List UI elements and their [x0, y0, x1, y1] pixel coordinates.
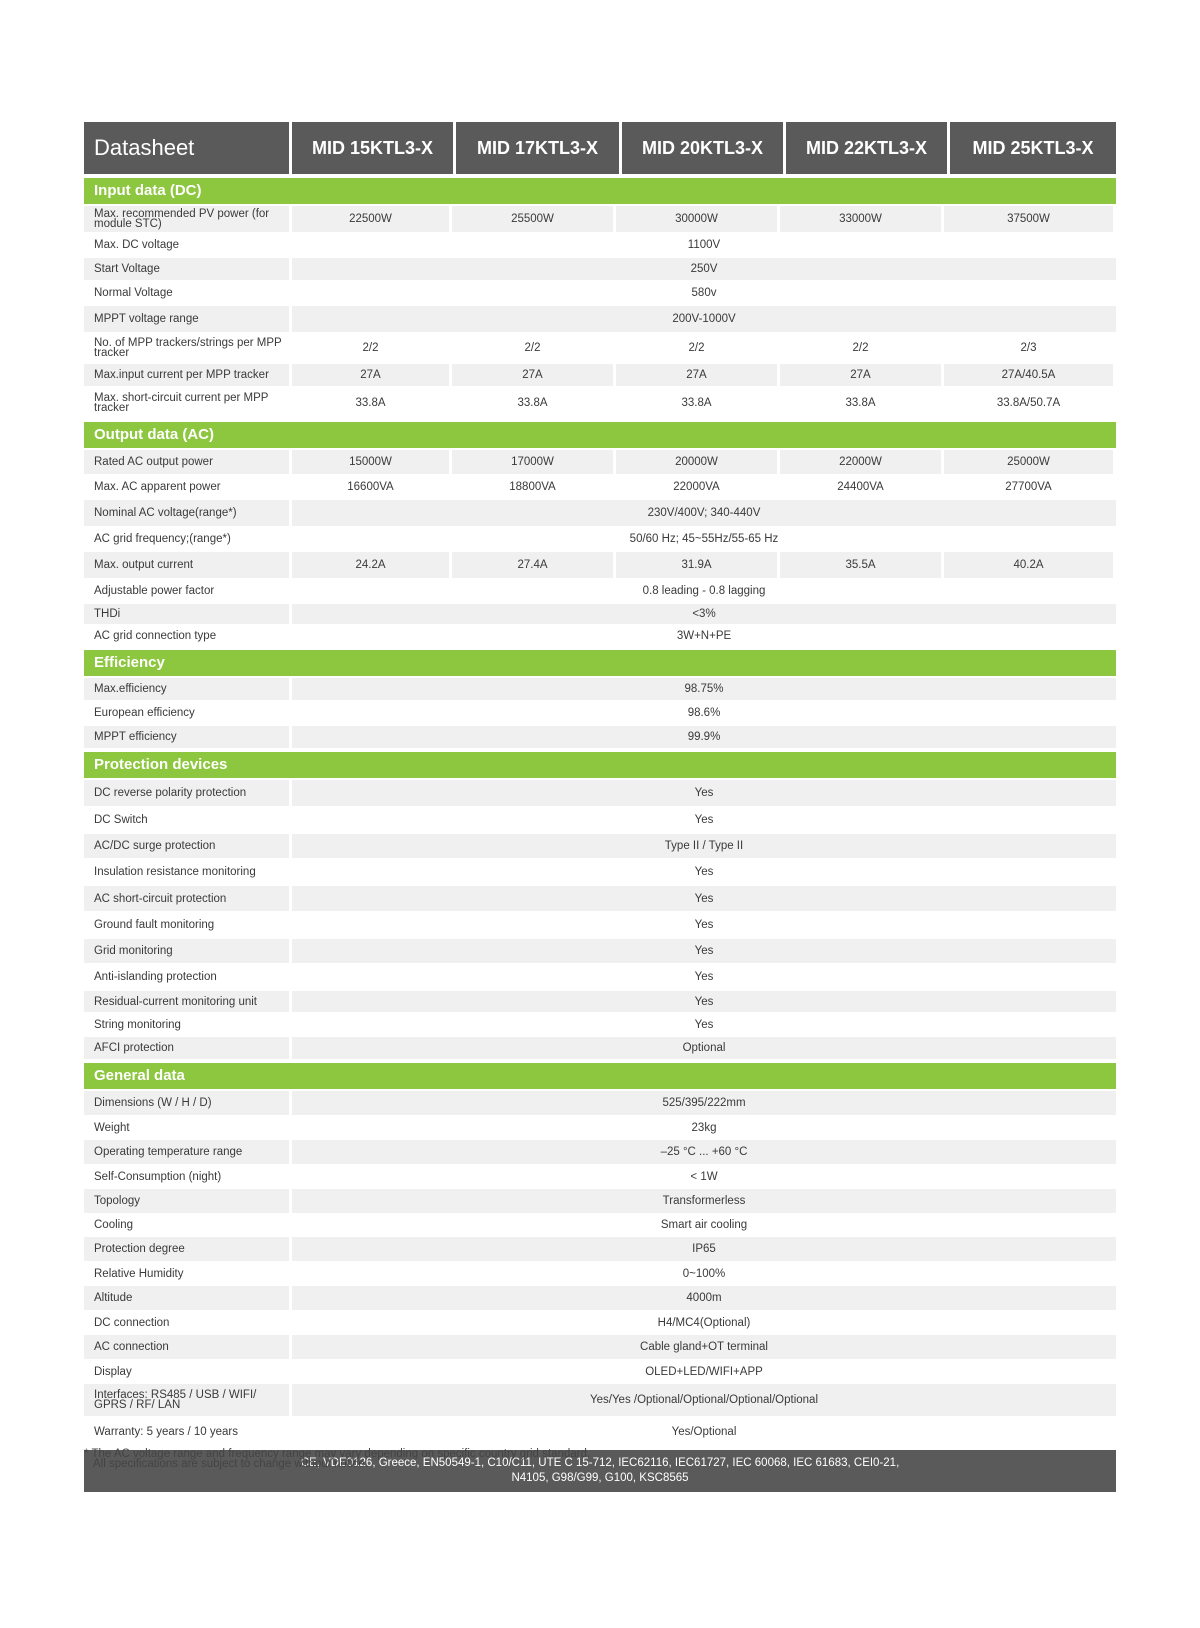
model-header: MID 22KTL3-X: [786, 122, 950, 174]
row-value: 18800VA: [452, 476, 616, 498]
section-header: Input data (DC): [84, 178, 1116, 204]
section-header: General data: [84, 1063, 1116, 1089]
row-value: 3W+N+PE: [676, 630, 732, 642]
row-value: 33.8A: [780, 388, 944, 418]
model-header: MID 17KTL3-X: [456, 122, 622, 174]
row-label: Max. DC voltage: [84, 234, 292, 256]
table-row: [84, 1333, 1116, 1359]
row-label: Insulation resistance monitoring: [84, 860, 292, 884]
row-value: 27700VA: [1005, 481, 1052, 493]
table-row: [84, 256, 1116, 280]
row-value: 2/2: [616, 334, 780, 362]
row-value: 25500W: [452, 206, 616, 232]
table-row: [84, 304, 1116, 332]
row-value: 25000W: [944, 450, 1113, 474]
table-row: [84, 937, 1116, 963]
row-value: 2/2: [452, 334, 616, 362]
datasheet-title: Datasheet: [84, 122, 292, 174]
table-row: [84, 858, 1116, 884]
table-row: [84, 550, 1116, 578]
footnote-grid-standard: * The AC voltage range and frequency range may vary depending on specific country grid standard.: [84, 1448, 591, 1460]
row-value: Type II / Type II: [292, 834, 1116, 858]
row-label: Cooling: [84, 1215, 292, 1235]
row-value: 0.8 leading - 0.8 lagging: [642, 585, 766, 597]
row-label: DC connection: [84, 1312, 292, 1333]
table-row: [84, 1187, 1116, 1213]
row-value: 33.8A: [292, 388, 452, 418]
table-row: [84, 1035, 1116, 1059]
table-row: [84, 602, 1116, 624]
row-value: 22000VA: [616, 476, 780, 498]
row-label: Warranty: 5 years / 10 years: [84, 1418, 292, 1446]
table-row: [84, 1382, 1116, 1416]
table-row: [84, 578, 1116, 602]
row-value: 30000W: [616, 206, 780, 232]
row-label: AC short-circuit protection: [84, 886, 292, 911]
row-value: 580v: [691, 287, 717, 299]
model-header: MID 25KTL3-X: [950, 122, 1116, 174]
row-value: <3%: [292, 604, 1116, 624]
row-value: 99.9%: [292, 726, 1116, 748]
row-value: Smart air cooling: [660, 1219, 748, 1231]
row-label: MPPT efficiency: [84, 726, 292, 748]
table-row: [84, 989, 1116, 1012]
table-row: [84, 832, 1116, 858]
row-label: Max. AC apparent power: [84, 476, 292, 498]
row-label: Altitude: [84, 1286, 292, 1310]
row-value: 15000W: [292, 450, 452, 474]
row-label: Max.efficiency: [84, 678, 292, 700]
row-value: 24.2A: [292, 552, 452, 578]
row-value: 2/3: [1020, 342, 1037, 354]
row-value: 0~100%: [682, 1267, 726, 1280]
section-header: Output data (AC): [84, 422, 1116, 448]
table-row: [84, 498, 1116, 526]
row-value: 23kg: [691, 1121, 717, 1134]
table-row: [84, 806, 1116, 832]
row-value: 37500W: [944, 206, 1113, 232]
table-row: [84, 1284, 1116, 1310]
table-row: [84, 724, 1116, 748]
row-value: Yes: [694, 814, 714, 826]
row-value: Yes: [694, 866, 714, 878]
row-value: 230V/400V; 340-440V: [292, 500, 1116, 526]
table-row: [84, 448, 1116, 474]
row-label: AC connection: [84, 1335, 292, 1359]
table-row: [84, 474, 1116, 498]
row-label: Display: [84, 1361, 292, 1382]
row-label: European efficiency: [84, 702, 292, 724]
model-header: MID 20KTL3-X: [622, 122, 786, 174]
row-value: 98.6%: [687, 707, 721, 719]
row-label: Dimensions (W / H / D): [84, 1091, 292, 1115]
row-label: AC/DC surge protection: [84, 834, 292, 858]
table-row: [84, 386, 1116, 418]
row-label: Self-Consumption (night): [84, 1166, 292, 1187]
row-label: Anti-islanding protection: [84, 965, 292, 989]
section-header: Efficiency: [84, 650, 1116, 676]
table-row: [84, 624, 1116, 646]
row-label: Operating temperature range: [84, 1140, 292, 1164]
row-value: Yes: [292, 886, 1116, 911]
row-value: 24400VA: [780, 476, 944, 498]
table-row: [84, 1138, 1116, 1164]
row-value: 250V: [292, 258, 1116, 280]
row-label: Max. short-circuit current per MPP tracker: [84, 388, 292, 418]
row-label: DC Switch: [84, 808, 292, 832]
row-value: Yes: [292, 991, 1116, 1012]
table-row: [84, 700, 1116, 724]
row-value: 16600VA: [292, 476, 452, 498]
row-value: 50/60 Hz; 45~55Hz/55-65 Hz: [629, 533, 779, 545]
row-label: AFCI protection: [84, 1037, 292, 1059]
row-value: Yes: [694, 919, 714, 931]
row-value: 31.9A: [616, 552, 780, 578]
table-body: [84, 178, 1116, 1446]
row-value: 22500W: [292, 206, 452, 232]
row-value: 27A: [452, 364, 616, 386]
row-value: 1100V: [687, 239, 721, 251]
certifications-bar: CE, VDE0126, Greece, EN50549-1, C10/C11, UTE C 15-712, IEC62116, IEC61727, IEC 60068, IEC 61683, CEI0-21, N4105, G98/G99, G100, KSC8565: [84, 1450, 1116, 1492]
row-value: 22000W: [780, 450, 944, 474]
row-value: –25 °C ... +60 °C: [292, 1140, 1116, 1164]
row-label: Adjustable power factor: [84, 580, 292, 602]
row-value: 27.4A: [452, 552, 616, 578]
row-value: Yes: [694, 971, 714, 983]
table-row: [84, 1164, 1116, 1187]
table-row: [84, 526, 1116, 550]
row-label: Normal Voltage: [84, 282, 292, 304]
row-value: Yes: [292, 939, 1116, 963]
row-label: Grid monitoring: [84, 939, 292, 963]
row-label: Residual-current monitoring unit: [84, 991, 292, 1012]
table-row: [84, 884, 1116, 911]
table-row: [84, 204, 1116, 232]
table-row: [84, 676, 1116, 700]
table-row: [84, 1089, 1116, 1115]
row-value: Optional: [292, 1037, 1116, 1059]
table-row: [84, 362, 1116, 386]
row-value: Yes/Optional: [671, 1426, 737, 1438]
row-label: Nominal AC voltage(range*): [84, 500, 292, 526]
table-row: [84, 1115, 1116, 1138]
row-value: 27A: [292, 364, 452, 386]
row-value: 40.2A: [944, 552, 1113, 578]
row-label: Max.input current per MPP tracker: [84, 364, 292, 386]
table-row: [84, 332, 1116, 362]
table-row: [84, 280, 1116, 304]
row-value: Yes/Yes /Optional/Optional/Optional/Optional: [292, 1384, 1116, 1416]
table-row: [84, 1416, 1116, 1446]
datasheet-table: [84, 122, 1116, 1492]
table-row: [84, 232, 1116, 256]
row-label: Protection degree: [84, 1237, 292, 1261]
row-value: 2/2: [780, 334, 944, 362]
table-row: [84, 1235, 1116, 1261]
table-row: [84, 778, 1116, 806]
row-label: Topology: [84, 1189, 292, 1213]
row-label: Start Voltage: [84, 258, 292, 280]
row-label: DC reverse polarity protection: [84, 780, 292, 806]
footnotes: [84, 1449, 590, 1469]
row-label: Max. output current: [84, 552, 292, 578]
table-row: [84, 963, 1116, 989]
row-value: 33000W: [780, 206, 944, 232]
row-label: Weight: [84, 1117, 292, 1138]
row-label: Rated AC output power: [84, 450, 292, 474]
row-value: 33.8A: [452, 388, 616, 418]
row-label: Relative Humidity: [84, 1263, 292, 1284]
footnote-specs-change: All specifications are subject to change without notice.: [93, 1458, 368, 1470]
row-value: IP65: [292, 1237, 1116, 1261]
row-value: 27A: [780, 364, 944, 386]
row-value: 17000W: [452, 450, 616, 474]
row-label: THDi: [84, 604, 292, 624]
row-value: 2/2: [292, 334, 452, 362]
row-label: AC grid frequency;(range*): [84, 528, 292, 550]
row-value: Yes: [694, 1018, 714, 1031]
row-label: Max. recommended PV power (for module STC): [84, 206, 292, 232]
row-value: 20000W: [616, 450, 780, 474]
row-value: 33.8A/50.7A: [996, 397, 1061, 409]
table-header: [84, 122, 1116, 174]
row-value: 35.5A: [780, 552, 944, 578]
row-label: MPPT voltage range: [84, 306, 292, 332]
table-row: [84, 1310, 1116, 1333]
row-value: 200V-1000V: [292, 306, 1116, 332]
row-value: 27A: [616, 364, 780, 386]
row-value: < 1W: [690, 1170, 718, 1183]
table-row: [84, 911, 1116, 937]
row-value: 4000m: [292, 1286, 1116, 1310]
model-header: MID 15KTL3-X: [292, 122, 456, 174]
section-header: Protection devices: [84, 752, 1116, 778]
row-label: String monitoring: [84, 1014, 292, 1035]
table-row: [84, 1359, 1116, 1382]
row-label: Interfaces: RS485 / USB / WIFI/ GPRS / RF/ LAN: [84, 1384, 292, 1416]
row-value: H4/MC4(Optional): [657, 1316, 751, 1329]
row-value: Transformerless: [292, 1189, 1116, 1213]
row-value: OLED+LED/WIFI+APP: [645, 1365, 763, 1378]
row-value: Yes: [292, 780, 1116, 806]
table-row: [84, 1261, 1116, 1284]
row-label: AC grid connection type: [84, 626, 292, 646]
table-row: [84, 1012, 1116, 1035]
row-value: 525/395/222mm: [292, 1091, 1116, 1115]
table-row: [84, 1213, 1116, 1235]
row-label: No. of MPP trackers/strings per MPP tracker: [84, 334, 292, 362]
row-value: 27A/40.5A: [944, 364, 1113, 386]
row-value: Cable gland+OT terminal: [292, 1335, 1116, 1359]
row-value: 33.8A: [616, 388, 780, 418]
row-value: 98.75%: [292, 678, 1116, 700]
row-label: Ground fault monitoring: [84, 913, 292, 937]
